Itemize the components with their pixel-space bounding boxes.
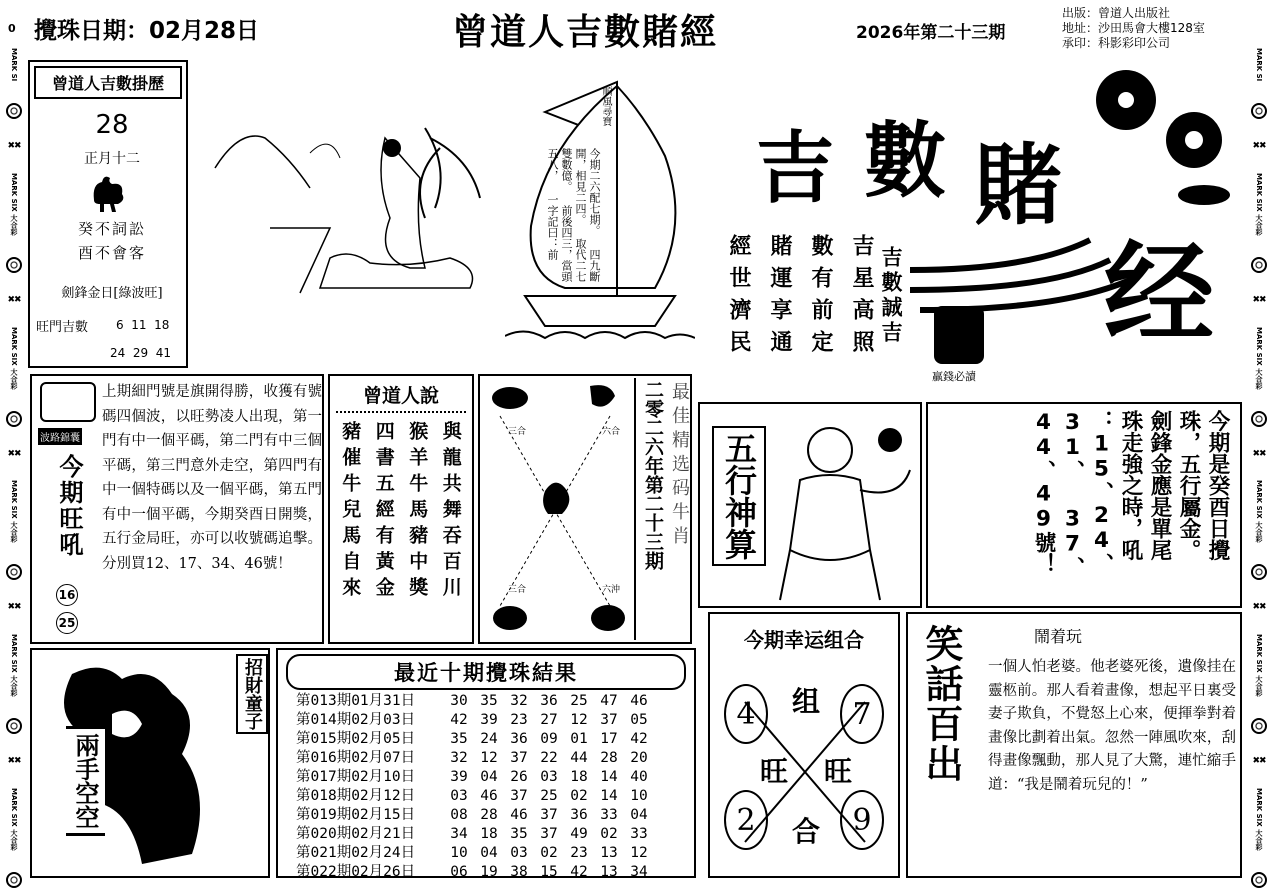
table-row: 第018期02月12日 03 46 37 25 02 14 10 <box>296 788 648 804</box>
left-border-strip <box>3 48 25 888</box>
flower-icon <box>6 257 22 273</box>
lucky-num-4: 9 <box>840 790 884 850</box>
says-col-3: 四書五經有黃金 <box>372 421 395 603</box>
logo-side-text: 吉數誠吉 <box>879 246 904 346</box>
calendar-line3: 劍鋒金日[綠波旺] <box>61 286 163 301</box>
zodiac-label-2: 六合 <box>602 427 621 437</box>
logo-col-4: 經世濟民 <box>726 234 752 362</box>
flower-icon <box>1251 718 1267 734</box>
logo-badge: 贏錢必讀 <box>932 370 976 383</box>
cross-icon: ✖✖ <box>1252 756 1266 767</box>
lucky-char-left: 旺 <box>760 755 789 788</box>
wave-text: 上期細門號是旗開得勝，收獲有號碼四個波，以旺勢凌人出現，第一門有中一個平碼，第二門有中三個平碼，第三門意外走空，第四門有中一個特碼以及一個平碼，第五門有中一個平碼，今期癸酉日開獎，五行金局旺，亦可以收號碼追擊。分別買12、17、34、46號！ <box>102 384 322 572</box>
strip-text: MARK SIX 大合彩 <box>1255 326 1263 389</box>
logo-char-4: 经 <box>1104 229 1214 358</box>
header <box>0 0 1274 53</box>
logo-col-1: 吉星高照 <box>849 234 875 362</box>
strip-text: MARK SI <box>1255 48 1263 82</box>
lucky-title: 今期幸运组合 <box>744 628 864 652</box>
cross-icon: ✖✖ <box>1252 294 1266 305</box>
results-panel <box>276 648 696 878</box>
corner-number: 0 <box>8 22 16 35</box>
says-col-4: 豬催牛兒馬自來 <box>339 421 362 603</box>
wave-num-2: 25 <box>56 612 78 634</box>
publisher: 出版：曾道人出版社 <box>1062 6 1171 20</box>
wave-panel <box>30 374 324 644</box>
strip-text: MARK SIX 大合彩 <box>1255 480 1263 543</box>
logo-char-1: 吉 <box>756 123 835 214</box>
zodiac-panel <box>478 374 692 644</box>
joke-panel <box>906 612 1242 878</box>
strip-text: MARK SIX 大合彩 <box>1255 634 1263 697</box>
calendar-line2: 酉不會客 <box>77 244 147 262</box>
draw-date: 攪珠日期：02月28日 <box>34 18 260 44</box>
zodiac-divider <box>634 378 636 640</box>
printer: 承印：科影彩印公司 <box>1062 36 1171 50</box>
five-panel <box>698 402 922 608</box>
joke-text: 一個人怕老婆。他老婆死後，遺像挂在靈柩前。那人看着畫像，想起平日裏受妻子欺負，不覺怒上心來，便揮拳對着畫像比劃着出氣。忽然一陣風吹來，刮得畫像飄動，那人見了大驚，連忙縮手道：“我是鬧着玩兒的！” <box>988 659 1236 793</box>
calendar-day: 28 <box>95 110 129 140</box>
logo-char-2: 數 <box>864 113 947 209</box>
coins-decoration <box>1074 60 1244 210</box>
logo-col-3: 賭運享通 <box>767 234 793 362</box>
cross-icon: ✖✖ <box>1252 602 1266 613</box>
cross-icon: ✖✖ <box>1252 141 1266 152</box>
flower-icon <box>1251 257 1267 273</box>
lucky-num-1: 4 <box>724 684 768 744</box>
issue-number: 2026年第二十三期 <box>856 23 1006 43</box>
five-text-panel <box>926 402 1242 608</box>
zodiac-diagram <box>480 376 630 642</box>
table-row: 第016期02月07日 32 12 37 22 44 28 20 <box>296 750 648 766</box>
kid-label: 招財童子 <box>236 654 268 734</box>
table-row: 第017期02月10日 39 04 26 03 18 14 40 <box>296 769 648 785</box>
kid-panel <box>30 648 270 878</box>
table-row: 第022期02月26日 06 19 38 15 42 13 34 <box>296 864 648 880</box>
lucky-num-2: 7 <box>840 684 884 744</box>
says-col-1: 與龍共舞吞百川 <box>439 421 462 603</box>
says-panel <box>328 374 474 644</box>
table-row: 第013期01月31日 30 35 32 36 25 47 46 <box>296 693 648 709</box>
table-row: 第019期02月15日 08 28 46 37 36 33 04 <box>296 807 648 823</box>
says-title: 曾道人說 <box>336 378 466 413</box>
joke-title: 笑話百出 <box>919 624 964 784</box>
strip-text: MARK SIX 大合彩 <box>1255 172 1263 236</box>
lucky-num-3: 2 <box>724 790 768 850</box>
calendar-title: 曾道人吉數掛歷 <box>34 66 182 99</box>
right-border-strip <box>1248 48 1270 888</box>
flower-icon <box>1251 103 1267 119</box>
flower-icon <box>6 103 22 119</box>
table-row: 第015期02月05日 35 24 36 09 01 17 42 <box>296 731 648 747</box>
flower-icon <box>6 872 22 888</box>
strip-text: MARK SI <box>10 48 18 82</box>
says-columns <box>330 415 472 603</box>
strip-text: MARK SIX 大合彩 <box>10 326 18 389</box>
strip-text: MARK SIX 大合彩 <box>10 480 18 543</box>
five-text: 今期是癸酉日攪 珠，五行屬金。 劍鋒金應是單尾 珠走強之時，吼 ：15、24、31、 37、44、49號！ <box>1031 410 1230 578</box>
rooster-icon <box>86 170 130 214</box>
joke-subtitle: 鬧着玩 <box>1034 627 1083 646</box>
publisher-info <box>1062 6 1205 51</box>
strip-text: MARK SIX 大合彩 <box>10 787 18 851</box>
table-row: 第021期02月24日 10 04 03 02 23 13 12 <box>296 845 648 861</box>
strip-text: MARK SIX 大合彩 <box>10 634 18 697</box>
god-illustration <box>770 410 920 606</box>
wave-num-1: 16 <box>56 584 78 606</box>
results-title: 最近十期攪珠結果 <box>286 654 686 690</box>
says-col-2: 猴羊牛馬豬中獎 <box>406 421 429 603</box>
page-title: 曾道人吉數賭經 <box>452 11 719 53</box>
strip-text: MARK SIX 大合彩 <box>1255 787 1263 851</box>
five-title: 五行神算 <box>712 426 766 566</box>
cross-icon: ✖✖ <box>7 602 21 613</box>
cross-icon: ✖✖ <box>1252 448 1266 459</box>
money-bag-icon <box>934 306 984 364</box>
zodiac-label-4: 六沖 <box>602 585 621 595</box>
address: 地址：沙田馬會大樓128室 <box>1062 21 1205 35</box>
flower-icon <box>6 564 22 580</box>
lucky-char-bottom: 合 <box>792 815 821 848</box>
lucky-label: 旺門吉數 <box>36 320 89 335</box>
kid-sign: 兩手空空 <box>66 726 105 836</box>
lucky-char-right: 旺 <box>824 755 853 788</box>
cross-icon: ✖✖ <box>7 141 21 152</box>
zodiac-side-issue: 二零二六年第二十三期 <box>642 380 664 570</box>
lucky-row2: 24 29 41 <box>110 346 172 360</box>
sail-poem: 今期二六配七期。 四九斷開，相見二四。 取代二七雙數億。 前後四三，當頭五八， 一字記曰：前 <box>546 148 601 282</box>
flower-icon <box>1251 872 1267 888</box>
flower-icon <box>6 718 22 734</box>
lunar-date: 正月十二 <box>84 151 140 167</box>
logo-area <box>714 60 1244 390</box>
strip-text: MARK SIX 大合彩 <box>10 172 18 236</box>
lucky-char-top: 组 <box>792 685 821 718</box>
flower-icon <box>1251 564 1267 580</box>
wave-badge: 波路錦囊 <box>38 428 82 445</box>
calendar-line1: 癸不詞訟 <box>77 220 147 238</box>
flower-icon <box>1251 411 1267 427</box>
zodiac-label-3: 三合 <box>508 585 527 595</box>
lucky-panel <box>708 612 900 878</box>
cross-icon: ✖✖ <box>7 756 21 767</box>
wave-badge-icon <box>40 382 96 422</box>
zodiac-label-1: 三合 <box>508 427 527 437</box>
table-row: 第020期02月21日 34 18 35 37 49 02 33 <box>296 826 648 842</box>
lucky-row1: 6 11 18 <box>116 318 170 332</box>
table-row: 第014期02月03日 42 39 23 27 12 37 05 <box>296 712 648 728</box>
logo-char-3: 賭 <box>974 133 1063 237</box>
sail-flag: 順風尋寶 <box>600 86 611 126</box>
logo-columns <box>724 234 878 362</box>
cross-icon: ✖✖ <box>7 448 21 459</box>
calendar-panel <box>28 60 188 368</box>
logo-col-2: 數有前定 <box>808 234 834 362</box>
scholar-illustration <box>210 118 500 298</box>
cross-icon: ✖✖ <box>7 294 21 305</box>
wave-heading: 今期旺吼 <box>55 454 83 558</box>
flower-icon <box>6 411 22 427</box>
results-table <box>278 692 694 882</box>
zodiac-side-best: 最佳精选码牛肖 <box>669 382 690 550</box>
